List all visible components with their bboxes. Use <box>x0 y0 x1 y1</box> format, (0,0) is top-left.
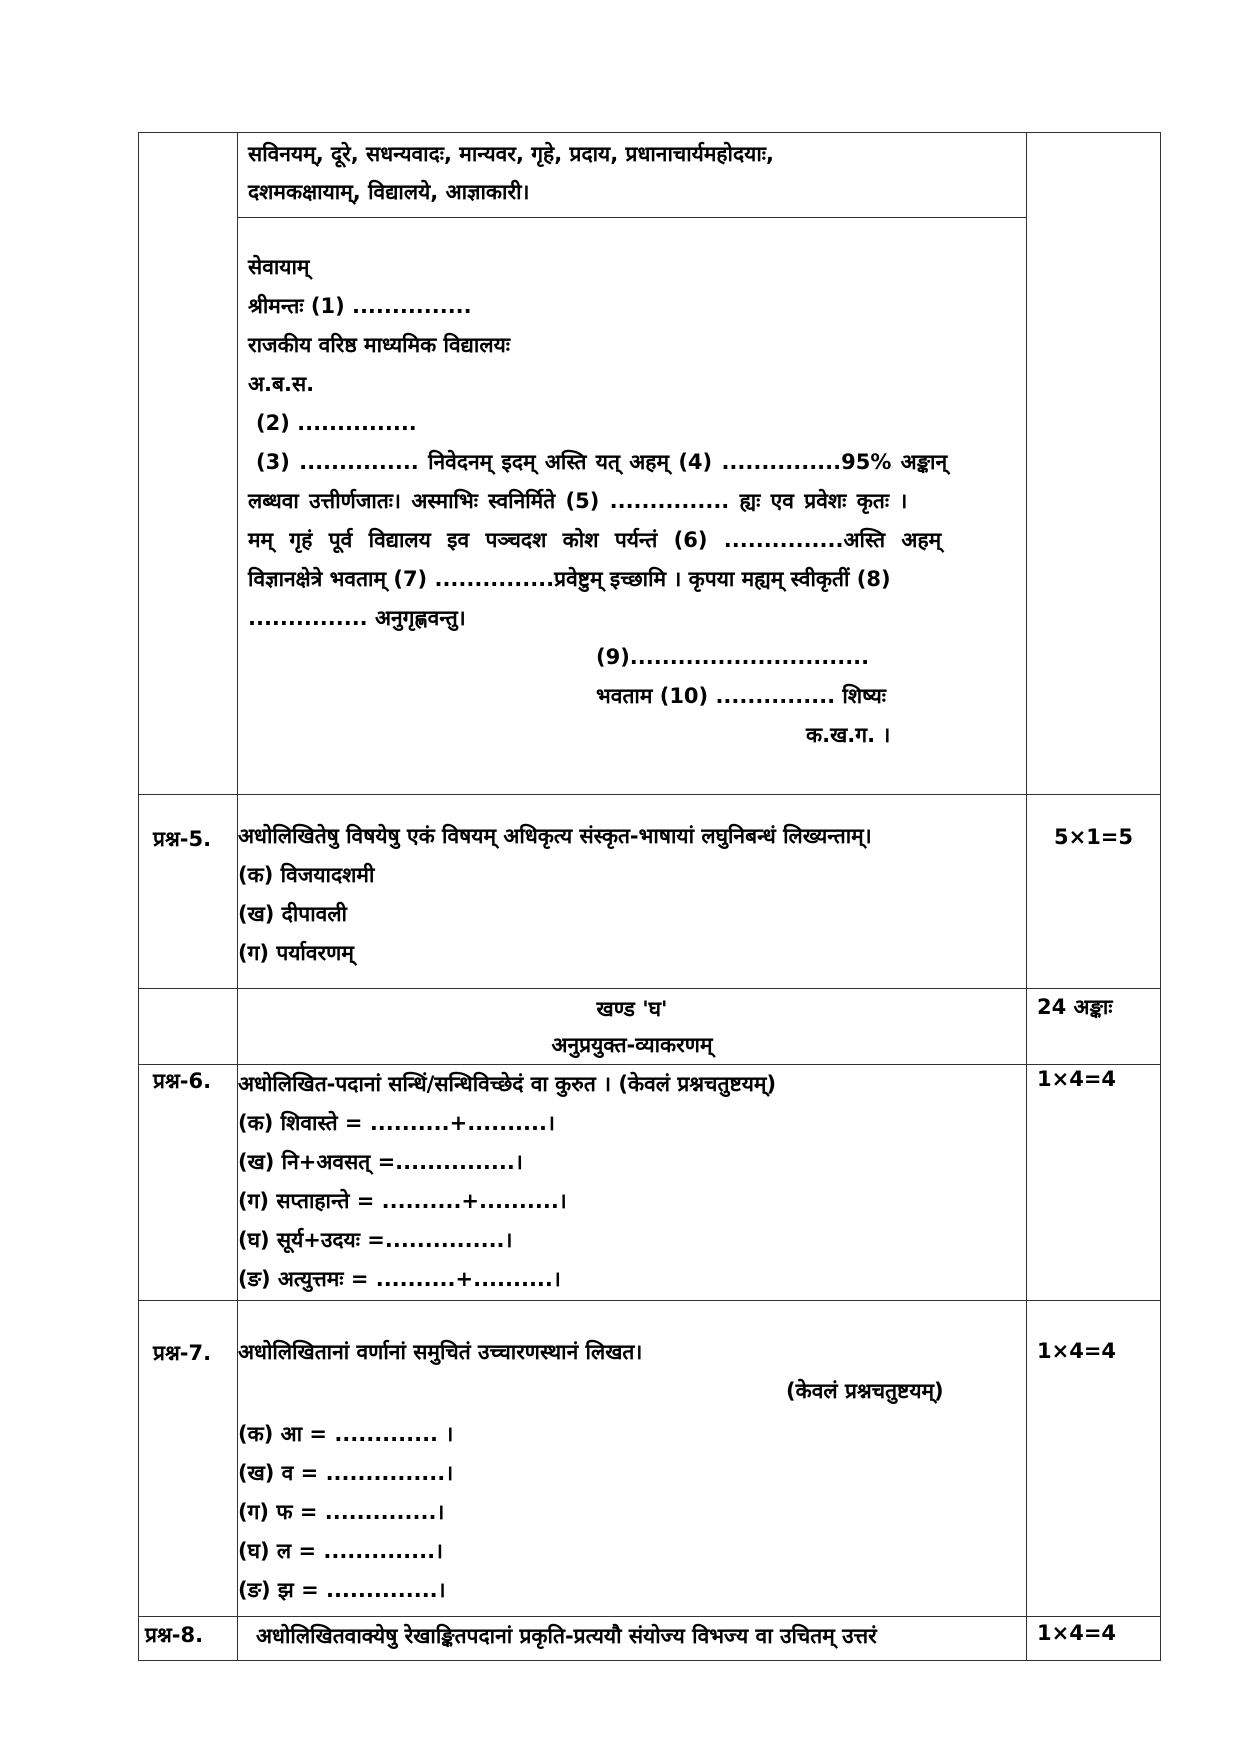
option-item: (घ) ल = ..............। <box>238 1539 444 1563</box>
q5-content <box>238 795 1027 989</box>
letter-number-cell <box>139 133 238 795</box>
letter-content-cell <box>238 133 1027 795</box>
option-item: (क) शिवास्ते = ..........+..........। <box>238 1111 555 1135</box>
letter-place: अ.ब.स. <box>248 372 315 396</box>
option-item: (ख) दीपावली <box>238 902 347 926</box>
q5-number-cell <box>139 795 238 989</box>
question-text: अधोलिखितेषु विषयेषु एकं विषयम् अधिकृत्य संस्कृत-भाषायां लघुनिबन्धं लिख्यन्ताम्। <box>238 824 872 848</box>
q7-marks-cell <box>1027 1301 1161 1617</box>
q6-number-cell <box>139 1065 238 1301</box>
letter-body-line: विज्ञानक्षेत्रे भवताम् (7) ...............प्रवेष्टुम् इच्छामि । कृपया मह्यम् स्वीकृतीं (8) <box>248 567 891 591</box>
q8-number-cell <box>139 1617 238 1661</box>
marks-label: 24 अङ्काः <box>1037 995 1113 1019</box>
marks-label: 5×1=5 <box>1053 825 1134 849</box>
word-bank-line: दशमकक्षायाम्, विद्यालये, आज्ञाकारी। <box>248 180 530 204</box>
option-item: (ग) पर्यावरणम् <box>238 941 354 965</box>
section-row <box>139 989 1161 1065</box>
option-item: (ङ) झ = ..............। <box>238 1578 446 1602</box>
question-text: अधोलिखितानां वर्णानां समुचितं उच्चारणस्थानं लिखत। <box>238 1340 643 1364</box>
option-item: (क) आ = ............. । <box>238 1422 454 1446</box>
q5-row <box>139 795 1161 989</box>
marks-label: 1×4=4 <box>1037 1621 1117 1645</box>
q7-content <box>238 1301 1027 1617</box>
section-marks-cell <box>1027 989 1161 1065</box>
marks-label: 1×4=4 <box>1037 1067 1117 1091</box>
q6-marks-cell <box>1027 1065 1161 1301</box>
letter-salutation: सेवायाम् <box>248 255 310 279</box>
q6-content <box>238 1065 1027 1301</box>
letter-school: राजकीय वरिष्ठ माध्यमिक विद्यालयः <box>248 333 511 357</box>
letter-closing-blank: (9).............................. <box>596 645 870 669</box>
section-number-cell <box>139 989 238 1065</box>
letter-body <box>238 218 1026 755</box>
option-item: (ग) फ = ..............। <box>238 1500 445 1524</box>
word-bank <box>238 133 1026 218</box>
letter-body-line: ............... अनुगृह्णवन्तु। <box>248 606 466 630</box>
q8-content <box>238 1617 1027 1661</box>
question-table <box>138 132 1161 1661</box>
section-heading <box>238 989 1027 1065</box>
q5-marks-cell <box>1027 795 1161 989</box>
q7-number-cell <box>139 1301 238 1617</box>
letter-body-line: (3) ............... निवेदनम् इदम् अस्ति यत् अहम् (4) ...............95% अङ्कान् <box>256 450 948 474</box>
question-note: (केवलं प्रश्नचतुष्टयम्) <box>786 1379 944 1403</box>
q6-row <box>139 1065 1161 1301</box>
question-number: प्रश्न-7. <box>153 1341 212 1365</box>
option-item: (क) विजयादशमी <box>238 863 375 887</box>
marks-label: 1×4=4 <box>1037 1339 1117 1363</box>
option-item: (ङ) अत्युत्तमः = ..........+..........। <box>238 1267 561 1291</box>
section-title: खण्ड 'घ' <box>596 997 668 1021</box>
section-subtitle: अनुप्रयुक्त-व्याकरणम् <box>551 1033 713 1057</box>
letter-closing-name: क.ख.ग. । <box>806 723 891 747</box>
question-text: अधोलिखितवाक्येषु रेखाङ्कितपदानां प्रकृति-प्रत्ययौ संयोज्य विभज्य वा उचितम् उत्तरं <box>256 1624 877 1648</box>
option-item: (ख) व = ...............। <box>238 1461 454 1485</box>
letter-row <box>139 133 1161 795</box>
question-number: प्रश्न-8. <box>145 1623 204 1647</box>
letter-closing-signature: भवताम (10) ............... शिष्यः <box>596 684 887 708</box>
letter-body-line: लब्धवा उत्तीर्णजातः। अस्माभिः स्वनिर्मिते (5) ............... ह्यः एव प्रवेशः कृतः । <box>248 489 908 513</box>
letter-body-line: मम् गृहं पूर्व विद्यालय इव पञ्चदश कोश पर्यन्तं (6) ...............अस्ति अहम् <box>248 528 942 552</box>
option-item: (घ) सूर्य+उदयः =...............। <box>238 1228 513 1252</box>
question-number: प्रश्न-6. <box>153 1069 212 1093</box>
letter-blank-2: (2) ............... <box>256 411 417 435</box>
option-item: (ग) सप्ताहान्ते = ..........+..........। <box>238 1189 567 1213</box>
question-number: प्रश्न-5. <box>153 827 212 851</box>
letter-addressee: श्रीमन्तः (1) ............... <box>248 294 472 318</box>
q7-row <box>139 1301 1161 1617</box>
question-text: अधोलिखित-पदानां सन्धिं/सन्धिविच्छेदं वा कुरुत । (केवलं प्रश्नचतुष्टयम्) <box>238 1072 777 1096</box>
option-item: (ख) नि+अवसत् =...............। <box>238 1150 523 1174</box>
q8-marks-cell <box>1027 1617 1161 1661</box>
letter-marks-cell <box>1027 133 1161 795</box>
q8-row <box>139 1617 1161 1661</box>
word-bank-line: सविनयम्, दूरे, सधन्यवादः, मान्यवर, गृहे, प्रदाय, प्रधानाचार्यमहोदयाः, <box>248 142 774 166</box>
